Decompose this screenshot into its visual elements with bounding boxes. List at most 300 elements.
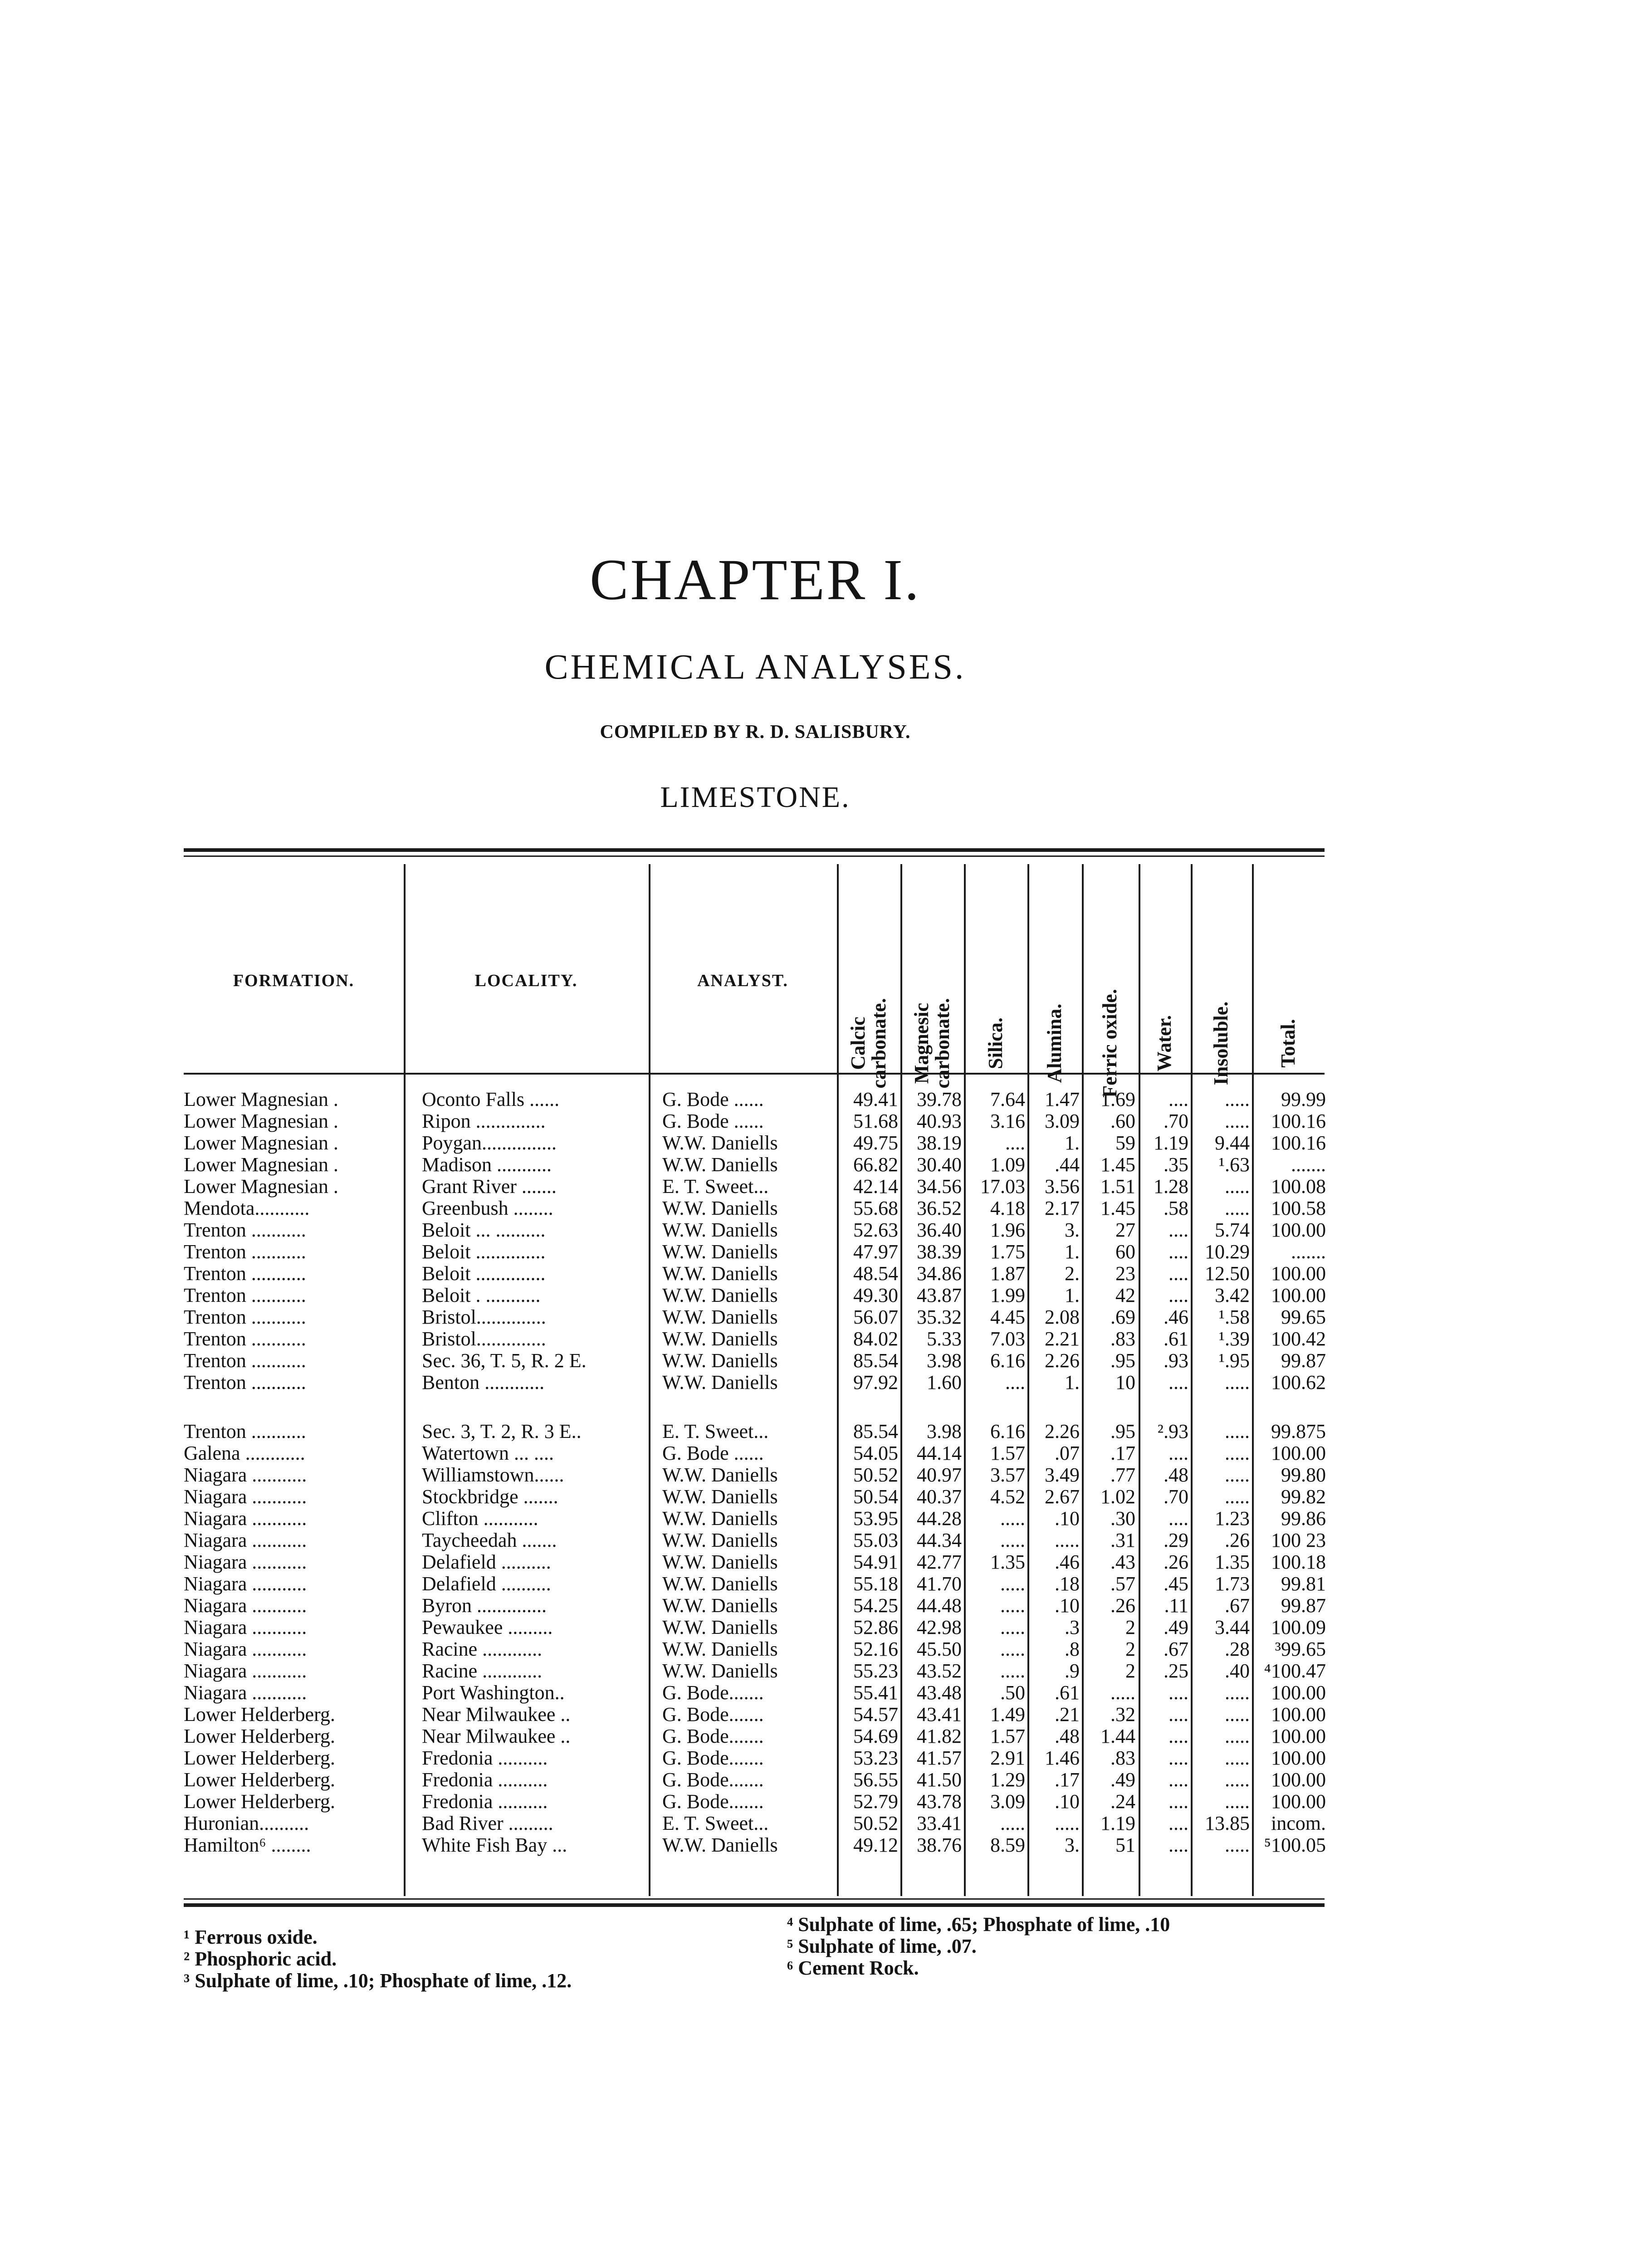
cell-total: 99.81	[1281, 1573, 1326, 1595]
cell-analyst: G. Bode.......	[662, 1791, 764, 1813]
cell-silica: 4.52	[990, 1486, 1025, 1508]
cell-formation: Niagara ...........	[184, 1682, 307, 1704]
cell-calcic-carbonate: 54.91	[853, 1551, 898, 1573]
table-row	[0, 1176, 1633, 1198]
cell-total: incom.	[1271, 1813, 1326, 1834]
table-row	[0, 1372, 1633, 1393]
header-locality: LOCALITY.	[474, 971, 578, 990]
cell-magnesic-carbonate: 34.86	[917, 1263, 962, 1285]
cell-locality: Bad River .........	[422, 1813, 553, 1834]
cell-water: .58	[1164, 1198, 1188, 1219]
cell-insoluble: 12.50	[1205, 1263, 1250, 1285]
cell-ferric-oxide: 10	[1115, 1372, 1135, 1393]
compiled-by-line: COMPILED BY R. D. SALISBURY.	[600, 722, 911, 743]
cell-insoluble: .....	[1225, 1834, 1250, 1856]
table-row	[0, 1486, 1633, 1508]
cell-locality: Fredonia ..........	[422, 1769, 548, 1791]
cell-silica: 1.96	[990, 1219, 1025, 1241]
cell-formation: Trenton ...........	[184, 1372, 306, 1393]
cell-calcic-carbonate: 55.18	[853, 1573, 898, 1595]
cell-total: 99.65	[1281, 1306, 1326, 1328]
cell-insoluble: 3.44	[1215, 1617, 1250, 1638]
cell-water: .45	[1164, 1573, 1188, 1595]
cell-insoluble: .67	[1225, 1595, 1250, 1617]
cell-water: .70	[1164, 1486, 1188, 1508]
cell-total: 100.00	[1271, 1747, 1326, 1769]
cell-locality: Williamstown......	[422, 1464, 564, 1486]
cell-total: 100.00	[1271, 1263, 1326, 1285]
cell-silica: .50	[1000, 1682, 1025, 1704]
cell-calcic-carbonate: 85.54	[853, 1421, 898, 1442]
cell-ferric-oxide: 1.02	[1100, 1486, 1135, 1508]
cell-total: .......	[1291, 1241, 1326, 1263]
table-row	[0, 1508, 1633, 1530]
cell-water: ....	[1169, 1813, 1188, 1834]
cell-formation: Trenton ...........	[184, 1263, 306, 1285]
cell-magnesic-carbonate: 42.98	[917, 1617, 962, 1638]
cell-alumina: 3.	[1065, 1834, 1080, 1856]
cell-insoluble: .28	[1225, 1638, 1250, 1660]
cell-ferric-oxide: 1.69	[1100, 1089, 1135, 1110]
cell-water: ....	[1169, 1263, 1188, 1285]
cell-insoluble: .....	[1225, 1682, 1250, 1704]
cell-calcic-carbonate: 52.86	[853, 1617, 898, 1638]
cell-magnesic-carbonate: 41.82	[917, 1725, 962, 1747]
cell-water: ....	[1169, 1285, 1188, 1306]
cell-alumina: .9	[1065, 1660, 1080, 1682]
cell-calcic-carbonate: 54.69	[853, 1725, 898, 1747]
cell-water: .25	[1164, 1660, 1188, 1682]
cell-locality: Stockbridge .......	[422, 1486, 558, 1508]
cell-analyst: G. Bode.......	[662, 1769, 764, 1791]
cell-water: .35	[1164, 1154, 1188, 1176]
cell-analyst: W.W. Daniells	[662, 1372, 778, 1393]
cell-alumina: 2.26	[1045, 1421, 1080, 1442]
cell-insoluble: 9.44	[1215, 1132, 1250, 1154]
table-row	[0, 1791, 1633, 1813]
cell-ferric-oxide: 2	[1125, 1660, 1135, 1682]
cell-locality: Pewaukee .........	[422, 1617, 553, 1638]
cell-silica: 1.29	[990, 1769, 1025, 1791]
cell-calcic-carbonate: 54.25	[853, 1595, 898, 1617]
cell-calcic-carbonate: 66.82	[853, 1154, 898, 1176]
cell-total: 99.875	[1271, 1421, 1326, 1442]
cell-insoluble: .....	[1225, 1725, 1250, 1747]
cell-ferric-oxide: .83	[1110, 1747, 1135, 1769]
cell-calcic-carbonate: 49.41	[853, 1089, 898, 1110]
cell-formation: Niagara ...........	[184, 1573, 307, 1595]
cell-total: 100.16	[1271, 1110, 1326, 1132]
cell-formation: Trenton ...........	[184, 1219, 306, 1241]
cell-magnesic-carbonate: 44.34	[917, 1530, 962, 1551]
cell-insoluble: 1.23	[1215, 1508, 1250, 1530]
cell-analyst: W.W. Daniells	[662, 1660, 778, 1682]
cell-insoluble: .....	[1225, 1464, 1250, 1486]
cell-water: ....	[1169, 1791, 1188, 1813]
cell-silica: 4.18	[990, 1198, 1025, 1219]
cell-alumina: 2.	[1065, 1263, 1080, 1285]
cell-analyst: E. T. Sweet...	[662, 1813, 769, 1834]
table-row	[0, 1350, 1633, 1372]
cell-total: ³99.65	[1275, 1638, 1326, 1660]
cell-magnesic-carbonate: 1.60	[927, 1372, 962, 1393]
cell-calcic-carbonate: 55.23	[853, 1660, 898, 1682]
cell-locality: Delafield ..........	[422, 1551, 551, 1573]
cell-calcic-carbonate: 49.30	[853, 1285, 898, 1306]
cell-calcic-carbonate: 50.52	[853, 1813, 898, 1834]
cell-silica: 3.16	[990, 1110, 1025, 1132]
cell-water: .48	[1164, 1464, 1188, 1486]
cell-alumina: 1.46	[1045, 1747, 1080, 1769]
cell-water: ....	[1169, 1834, 1188, 1856]
table-row	[0, 1617, 1633, 1638]
cell-total: 100.16	[1271, 1132, 1326, 1154]
cell-ferric-oxide: .26	[1110, 1595, 1135, 1617]
cell-insoluble: 10.29	[1205, 1241, 1250, 1263]
cell-locality: Port Washington..	[422, 1682, 565, 1704]
cell-locality: Ripon ..............	[422, 1110, 546, 1132]
cell-calcic-carbonate: 49.12	[853, 1834, 898, 1856]
cell-water: .29	[1164, 1530, 1188, 1551]
cell-calcic-carbonate: 50.52	[853, 1464, 898, 1486]
cell-ferric-oxide: .83	[1110, 1328, 1135, 1350]
cell-insoluble: .....	[1225, 1486, 1250, 1508]
header-ferric-oxide: Ferric oxide.	[1098, 989, 1121, 1098]
cell-analyst: G. Bode ......	[662, 1442, 764, 1464]
footnote: ⁵ Sulphate of lime, .07.	[787, 1935, 977, 1957]
footnote: ¹ Ferrous oxide.	[184, 1926, 318, 1948]
table-row	[0, 1573, 1633, 1595]
cell-alumina: 1.	[1065, 1285, 1080, 1306]
cell-water: .26	[1164, 1551, 1188, 1573]
cell-magnesic-carbonate: 36.40	[917, 1219, 962, 1241]
cell-locality: Fredonia ..........	[422, 1747, 548, 1769]
cell-calcic-carbonate: 54.05	[853, 1442, 898, 1464]
cell-analyst: W.W. Daniells	[662, 1530, 778, 1551]
cell-water: ².93	[1157, 1421, 1188, 1442]
cell-locality: Racine ............	[422, 1638, 543, 1660]
cell-magnesic-carbonate: 38.19	[917, 1132, 962, 1154]
cell-insoluble: .40	[1225, 1660, 1250, 1682]
table-bottom-rule	[184, 1898, 1325, 1900]
cell-water: .61	[1164, 1328, 1188, 1350]
table-row	[0, 1551, 1633, 1573]
cell-insoluble: 1.73	[1215, 1573, 1250, 1595]
cell-magnesic-carbonate: 43.78	[917, 1791, 962, 1813]
table-row	[0, 1306, 1633, 1328]
cell-total: 99.82	[1281, 1486, 1326, 1508]
cell-alumina: .21	[1055, 1704, 1080, 1725]
cell-magnesic-carbonate: 36.52	[917, 1198, 962, 1219]
cell-silica: .....	[1000, 1573, 1025, 1595]
cell-insoluble: .....	[1225, 1791, 1250, 1813]
cell-magnesic-carbonate: 42.77	[917, 1551, 962, 1573]
cell-calcic-carbonate: 50.54	[853, 1486, 898, 1508]
cell-alumina: .10	[1055, 1791, 1080, 1813]
cell-ferric-oxide: 51	[1115, 1834, 1135, 1856]
table-row	[0, 1198, 1633, 1219]
cell-insoluble: .....	[1225, 1176, 1250, 1198]
cell-alumina: 1.	[1065, 1372, 1080, 1393]
cell-formation: Niagara ...........	[184, 1464, 307, 1486]
table-row	[0, 1530, 1633, 1551]
cell-alumina: .10	[1055, 1595, 1080, 1617]
cell-analyst: W.W. Daniells	[662, 1617, 778, 1638]
cell-total: 100.00	[1271, 1682, 1326, 1704]
table-row	[0, 1638, 1633, 1660]
cell-locality: Beloit . ...........	[422, 1285, 541, 1306]
cell-total: ⁵100.05	[1264, 1834, 1326, 1856]
cell-alumina: 2.17	[1045, 1198, 1080, 1219]
footnote: ⁴ Sulphate of lime, .65; Phosphate of lime, .10	[787, 1913, 1170, 1936]
cell-ferric-oxide: .30	[1110, 1508, 1135, 1530]
cell-magnesic-carbonate: 44.28	[917, 1508, 962, 1530]
cell-water: .70	[1164, 1110, 1188, 1132]
cell-formation: Trenton ...........	[184, 1421, 306, 1442]
table-row	[0, 1747, 1633, 1769]
cell-ferric-oxide: .77	[1110, 1464, 1135, 1486]
cell-alumina: 3.	[1065, 1219, 1080, 1241]
table-row	[0, 1421, 1633, 1442]
cell-calcic-carbonate: 52.63	[853, 1219, 898, 1241]
cell-ferric-oxide: 60	[1115, 1241, 1135, 1263]
cell-insoluble: ¹.63	[1218, 1154, 1250, 1176]
cell-insoluble: 5.74	[1215, 1219, 1250, 1241]
cell-ferric-oxide: .95	[1110, 1421, 1135, 1442]
header-total: Total.	[1276, 1019, 1299, 1068]
cell-calcic-carbonate: 47.97	[853, 1241, 898, 1263]
cell-formation: Lower Helderberg.	[184, 1725, 335, 1747]
cell-formation: Mendota...........	[184, 1198, 310, 1219]
cell-insoluble: .....	[1225, 1769, 1250, 1791]
cell-insoluble: 1.35	[1215, 1551, 1250, 1573]
cell-analyst: W.W. Daniells	[662, 1573, 778, 1595]
table-row	[0, 1241, 1633, 1263]
cell-ferric-oxide: .17	[1110, 1442, 1135, 1464]
cell-insoluble: ¹.39	[1218, 1328, 1250, 1350]
cell-total: 100.58	[1271, 1198, 1326, 1219]
cell-insoluble: ¹.58	[1218, 1306, 1250, 1328]
table-row	[0, 1089, 1633, 1110]
cell-water: .67	[1164, 1638, 1188, 1660]
cell-calcic-carbonate: 52.79	[853, 1791, 898, 1813]
cell-silica: 1.87	[990, 1263, 1025, 1285]
cell-locality: Bristol..............	[422, 1306, 546, 1328]
header-bottom-rule	[184, 1073, 1325, 1075]
table-top-rule-thin	[184, 855, 1325, 857]
cell-silica: 1.09	[990, 1154, 1025, 1176]
cell-water: ....	[1169, 1372, 1188, 1393]
cell-insoluble: .....	[1225, 1442, 1250, 1464]
cell-analyst: W.W. Daniells	[662, 1595, 778, 1617]
cell-formation: Lower Magnesian .	[184, 1132, 338, 1154]
cell-silica: 6.16	[990, 1421, 1025, 1442]
cell-locality: Fredonia ..........	[422, 1791, 548, 1813]
cell-locality: Sec. 3, T. 2, R. 3 E..	[422, 1421, 582, 1442]
cell-ferric-oxide: 1.51	[1100, 1176, 1135, 1198]
cell-formation: Galena ............	[184, 1442, 305, 1464]
cell-total: 100.00	[1271, 1769, 1326, 1791]
cell-water: ....	[1169, 1219, 1188, 1241]
cell-water: ....	[1169, 1747, 1188, 1769]
cell-water: ....	[1169, 1442, 1188, 1464]
cell-magnesic-carbonate: 38.39	[917, 1241, 962, 1263]
footnote: ³ Sulphate of lime, .10; Phosphate of lime, .12.	[184, 1970, 572, 1992]
cell-total: 100.00	[1271, 1791, 1326, 1813]
table-top-rule	[184, 848, 1325, 852]
cell-magnesic-carbonate: 43.41	[917, 1704, 962, 1725]
cell-magnesic-carbonate: 43.52	[917, 1660, 962, 1682]
cell-alumina: .....	[1055, 1530, 1080, 1551]
cell-locality: Taycheedah .......	[422, 1530, 557, 1551]
cell-formation: Niagara ...........	[184, 1486, 307, 1508]
cell-ferric-oxide: 2	[1125, 1617, 1135, 1638]
cell-total: 100.00	[1271, 1704, 1326, 1725]
table-row	[0, 1464, 1633, 1486]
cell-alumina: 3.49	[1045, 1464, 1080, 1486]
cell-silica: 1.57	[990, 1442, 1025, 1464]
cell-locality: Sec. 36, T. 5, R. 2 E.	[422, 1350, 587, 1372]
cell-water: .49	[1164, 1617, 1188, 1638]
cell-insoluble: .....	[1225, 1110, 1250, 1132]
cell-silica: 2.91	[990, 1747, 1025, 1769]
cell-insoluble: .....	[1225, 1089, 1250, 1110]
cell-locality: Bristol..............	[422, 1328, 546, 1350]
cell-formation: Niagara ...........	[184, 1508, 307, 1530]
cell-analyst: W.W. Daniells	[662, 1486, 778, 1508]
cell-calcic-carbonate: 42.14	[853, 1176, 898, 1198]
cell-magnesic-carbonate: 3.98	[927, 1350, 962, 1372]
cell-locality: Poygan...............	[422, 1132, 557, 1154]
cell-silica: 7.64	[990, 1089, 1025, 1110]
cell-calcic-carbonate: 54.57	[853, 1704, 898, 1725]
cell-analyst: W.W. Daniells	[662, 1638, 778, 1660]
cell-analyst: W.W. Daniells	[662, 1241, 778, 1263]
cell-silica: .....	[1000, 1530, 1025, 1551]
cell-alumina: 1.	[1065, 1241, 1080, 1263]
cell-total: 100.00	[1271, 1442, 1326, 1464]
cell-analyst: W.W. Daniells	[662, 1219, 778, 1241]
cell-formation: Niagara ...........	[184, 1530, 307, 1551]
cell-locality: Byron ..............	[422, 1595, 547, 1617]
cell-analyst: W.W. Daniells	[662, 1508, 778, 1530]
cell-total: 100.42	[1271, 1328, 1326, 1350]
cell-locality: Greenbush ........	[422, 1198, 553, 1219]
cell-magnesic-carbonate: 30.40	[917, 1154, 962, 1176]
cell-magnesic-carbonate: 44.14	[917, 1442, 962, 1464]
cell-calcic-carbonate: 85.54	[853, 1350, 898, 1372]
cell-ferric-oxide: .69	[1110, 1306, 1135, 1328]
cell-ferric-oxide: .24	[1110, 1791, 1135, 1813]
cell-water: .93	[1164, 1350, 1188, 1372]
cell-formation: Lower Helderberg.	[184, 1747, 335, 1769]
cell-magnesic-carbonate: 43.48	[917, 1682, 962, 1704]
table-row	[0, 1328, 1633, 1350]
cell-analyst: W.W. Daniells	[662, 1551, 778, 1573]
cell-ferric-oxide: 59	[1115, 1132, 1135, 1154]
cell-locality: Racine ............	[422, 1660, 543, 1682]
cell-alumina: 2.26	[1045, 1350, 1080, 1372]
cell-ferric-oxide: 23	[1115, 1263, 1135, 1285]
table-row	[0, 1704, 1633, 1725]
cell-ferric-oxide: .31	[1110, 1530, 1135, 1551]
cell-formation: Lower Helderberg.	[184, 1791, 335, 1813]
cell-analyst: G. Bode.......	[662, 1747, 764, 1769]
header-calcic-carbonate: Calcic carbonate.	[846, 998, 890, 1089]
table-row	[0, 1834, 1633, 1856]
cell-total: .......	[1291, 1154, 1326, 1176]
cell-ferric-oxide: 1.44	[1100, 1725, 1135, 1747]
cell-analyst: W.W. Daniells	[662, 1132, 778, 1154]
cell-formation: Lower Helderberg.	[184, 1769, 335, 1791]
cell-total: 100 23	[1271, 1530, 1326, 1551]
cell-water: 1.28	[1154, 1176, 1188, 1198]
cell-silica: ....	[1005, 1132, 1025, 1154]
cell-alumina: 3.56	[1045, 1176, 1080, 1198]
cell-magnesic-carbonate: 41.50	[917, 1769, 962, 1791]
cell-locality: Beloit ..............	[422, 1241, 546, 1263]
cell-formation: Niagara ...........	[184, 1638, 307, 1660]
cell-locality: Beloit ... ..........	[422, 1219, 546, 1241]
cell-silica: .....	[1000, 1813, 1025, 1834]
cell-calcic-carbonate: 84.02	[853, 1328, 898, 1350]
header-formation: FORMATION.	[233, 971, 355, 990]
cell-alumina: 1.47	[1045, 1089, 1080, 1110]
cell-alumina: .46	[1055, 1551, 1080, 1573]
cell-analyst: W.W. Daniells	[662, 1263, 778, 1285]
table-row	[0, 1682, 1633, 1704]
table-row	[0, 1154, 1633, 1176]
header-analyst: ANALYST.	[697, 971, 788, 990]
cell-water: 1.19	[1154, 1132, 1188, 1154]
cell-analyst: G. Bode.......	[662, 1704, 764, 1725]
cell-insoluble: 3.42	[1215, 1285, 1250, 1306]
table-row	[0, 1110, 1633, 1132]
cell-analyst: G. Bode ......	[662, 1089, 764, 1110]
table-row	[0, 1660, 1633, 1682]
cell-formation: Niagara ...........	[184, 1595, 307, 1617]
cell-silica: .....	[1000, 1660, 1025, 1682]
table-row	[0, 1285, 1633, 1306]
cell-ferric-oxide: 42	[1115, 1285, 1135, 1306]
cell-formation: Lower Magnesian .	[184, 1176, 338, 1198]
cell-total: 100.18	[1271, 1551, 1326, 1573]
cell-formation: Trenton ...........	[184, 1328, 306, 1350]
table-row	[0, 1442, 1633, 1464]
cell-insoluble: .....	[1225, 1421, 1250, 1442]
cell-locality: Near Milwaukee ..	[422, 1704, 571, 1725]
cell-calcic-carbonate: 56.55	[853, 1769, 898, 1791]
cell-alumina: .....	[1055, 1813, 1080, 1834]
cell-analyst: E. T. Sweet...	[662, 1421, 769, 1442]
cell-alumina: .61	[1055, 1682, 1080, 1704]
cell-magnesic-carbonate: 35.32	[917, 1306, 962, 1328]
cell-formation: Hamilton⁶ ........	[184, 1834, 311, 1856]
cell-calcic-carbonate: 53.23	[853, 1747, 898, 1769]
cell-silica: 4.45	[990, 1306, 1025, 1328]
cell-calcic-carbonate: 51.68	[853, 1110, 898, 1132]
table-row	[0, 1769, 1633, 1791]
cell-magnesic-carbonate: 43.87	[917, 1285, 962, 1306]
cell-formation: Lower Helderberg.	[184, 1704, 335, 1725]
cell-calcic-carbonate: 55.41	[853, 1682, 898, 1704]
cell-locality: Watertown ... ....	[422, 1442, 554, 1464]
cell-analyst: W.W. Daniells	[662, 1285, 778, 1306]
cell-ferric-oxide: 1.45	[1100, 1198, 1135, 1219]
cell-magnesic-carbonate: 39.78	[917, 1089, 962, 1110]
cell-silica: 6.16	[990, 1350, 1025, 1372]
cell-locality: Near Milwaukee ..	[422, 1725, 571, 1747]
